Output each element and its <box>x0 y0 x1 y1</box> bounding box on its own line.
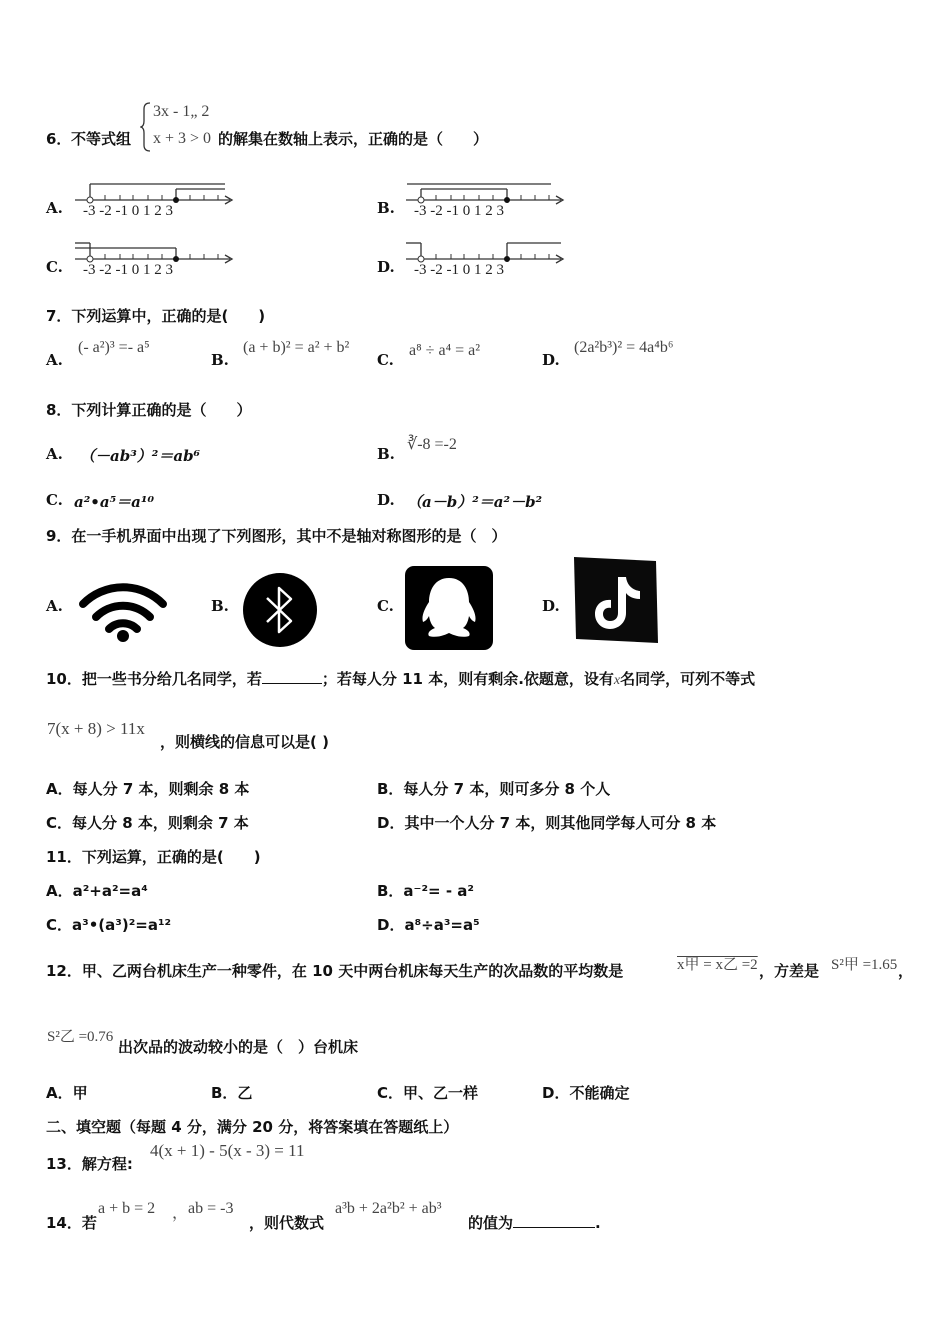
q8-option-a-label: A. <box>46 445 63 463</box>
q12-variance-yi: S²乙 =0.76 <box>47 1029 114 1045</box>
tiktok-icon <box>570 555 660 645</box>
q8-stem: 8．下列计算正确的是（ ） <box>46 401 252 419</box>
q10-option-a: A．每人分 7 本，则剩余 8 本 <box>46 780 250 798</box>
q6-stem-post: 的解集在数轴上表示，正确的是（ ） <box>218 130 489 148</box>
q12-option-d: D．不能确定 <box>542 1084 630 1102</box>
q7-option-d-label: D. <box>542 351 560 369</box>
q13-stem: 13．解方程: <box>46 1155 133 1173</box>
q6-option-b-label: B. <box>377 199 395 217</box>
q6-system-line2: x + 3 > 0 <box>153 130 212 147</box>
q6-option-c-ticks: -3 -2 -1 0 1 2 3 <box>83 262 173 278</box>
q10-stem-text: 10．把一些书分给几名同学，若 <box>46 670 262 688</box>
q6-option-a-label: A. <box>46 199 63 217</box>
q9-option-d-label: D. <box>542 597 560 615</box>
q9-stem: 9．在一手机界面中出现了下列图形，其中不是轴对称图形的是（ ） <box>46 527 507 545</box>
q12-stem-pre: 12．甲、乙两台机床生产一种零件，在 10 天中两台机床每天生产的次品数的平均数是 <box>46 962 624 980</box>
q14-condition-sum: a + b = 2 <box>98 1200 156 1217</box>
q7-option-a: (- a²)³ =- a⁵ <box>78 339 150 356</box>
q12-stem-post: 出次品的波动较小的是（ ）台机床 <box>118 1038 359 1056</box>
q6-option-d-label: D. <box>377 258 395 276</box>
q12-comma: ， <box>898 962 914 980</box>
q14-post-text: 的值为 <box>468 1214 514 1232</box>
q6-option-b-ticks: -3 -2 -1 0 1 2 3 <box>414 203 504 219</box>
q9-option-a-label: A. <box>46 597 63 615</box>
q6-option-c-label: C. <box>46 258 63 276</box>
q14-stem-post <box>468 1212 601 1233</box>
q11-option-b: B．a⁻²= - a² <box>377 882 474 900</box>
q7-option-d: (2a²b³)² = 4a⁴b⁶ <box>574 339 674 356</box>
q7-stem: 7．下列运算中，正确的是( ) <box>46 307 266 325</box>
q11-option-a: A．a²+a²=a⁴ <box>46 882 148 900</box>
q9-option-c-label: C. <box>377 597 394 615</box>
q10-stem-post: 名同学，可列不等式 <box>620 670 756 688</box>
q10-stem-mid: ；若每人分 11 本，则有剩余.依题意，设有 <box>321 670 614 688</box>
q12-option-a: A．甲 <box>46 1084 88 1102</box>
q14-blank <box>513 1213 595 1228</box>
q10-option-d: D．其中一个人分 7 本，则其他同学每人可分 8 本 <box>377 814 717 832</box>
q8-option-b: ∛-8 =-2 <box>407 436 457 453</box>
q8-option-d: （a－b）²＝a²－b² <box>407 493 543 511</box>
q7-option-c: a⁸ ÷ a⁴ = a² <box>409 342 481 359</box>
q12-variance-jia: S²甲 =1.65 <box>831 957 898 973</box>
q14-stem-pre: 14．若 <box>46 1214 97 1232</box>
q7-option-a-label: A. <box>46 351 63 369</box>
q11-option-c: C．a³•(a³)²=a¹² <box>46 916 172 934</box>
bluetooth-icon <box>241 571 319 649</box>
q7-option-b: (a + b)² = a² + b² <box>243 339 350 356</box>
q8-option-d-label: D. <box>377 491 395 509</box>
q10-line2: ，则横线的信息可以是( ) <box>160 733 329 751</box>
q14-expression: a³b + 2a²b² + ab³ <box>335 1200 442 1217</box>
q8-option-c: a²•a⁵＝a¹⁰ <box>74 493 155 511</box>
q10-option-b: B．每人分 7 本，则可多分 8 个人 <box>377 780 611 798</box>
q6-option-d-ticks: -3 -2 -1 0 1 2 3 <box>414 262 504 278</box>
q12-option-b: B．乙 <box>211 1084 253 1102</box>
q6-option-a-ticks: -3 -2 -1 0 1 2 3 <box>83 203 173 219</box>
q7-option-b-label: B. <box>211 351 229 369</box>
q14-stem-mid: ，则代数式 <box>249 1214 325 1232</box>
q14-end: . <box>595 1214 601 1232</box>
q13-equation: 4(x + 1) - 5(x - 3) = 11 <box>150 1141 305 1160</box>
q10-inequality: 7(x + 8) > 11x <box>47 719 145 738</box>
q14-condition-product: ab = -3 <box>188 1200 234 1217</box>
q11-option-d: D．a⁸÷a³=a⁵ <box>377 916 480 934</box>
q10-stem-pre <box>46 668 755 689</box>
section-2-heading: 二、填空题（每题 4 分，满分 20 分，将答案填在答题纸上） <box>46 1118 459 1136</box>
q9-option-b-label: B. <box>211 597 229 615</box>
q12-stem-mid: ，方差是 <box>759 962 820 980</box>
q8-option-b-label: B. <box>377 445 395 463</box>
q10-variable: x <box>613 673 621 688</box>
q14-separator: ， <box>172 1205 189 1222</box>
q8-option-a: （－ab³）²＝ab⁶ <box>80 447 201 465</box>
q10-blank <box>262 669 322 684</box>
q12-means: x甲 = x乙 =2 <box>677 957 758 973</box>
q7-option-c-label: C. <box>377 351 394 369</box>
wifi-icon <box>78 578 168 644</box>
q11-stem: 11．下列运算，正确的是( ) <box>46 848 261 866</box>
q12-option-c: C．甲、乙一样 <box>377 1084 479 1102</box>
brace-icon <box>140 101 152 153</box>
qq-penguin-icon <box>405 566 493 650</box>
q8-option-c-label: C. <box>46 491 63 509</box>
q10-option-c: C．每人分 8 本，则剩余 7 本 <box>46 814 249 832</box>
q6-system-line1: 3x - 1„ 2 <box>153 103 210 120</box>
q6-number: 6． <box>46 130 72 148</box>
q6-stem-pre: 不等式组 <box>71 130 132 148</box>
